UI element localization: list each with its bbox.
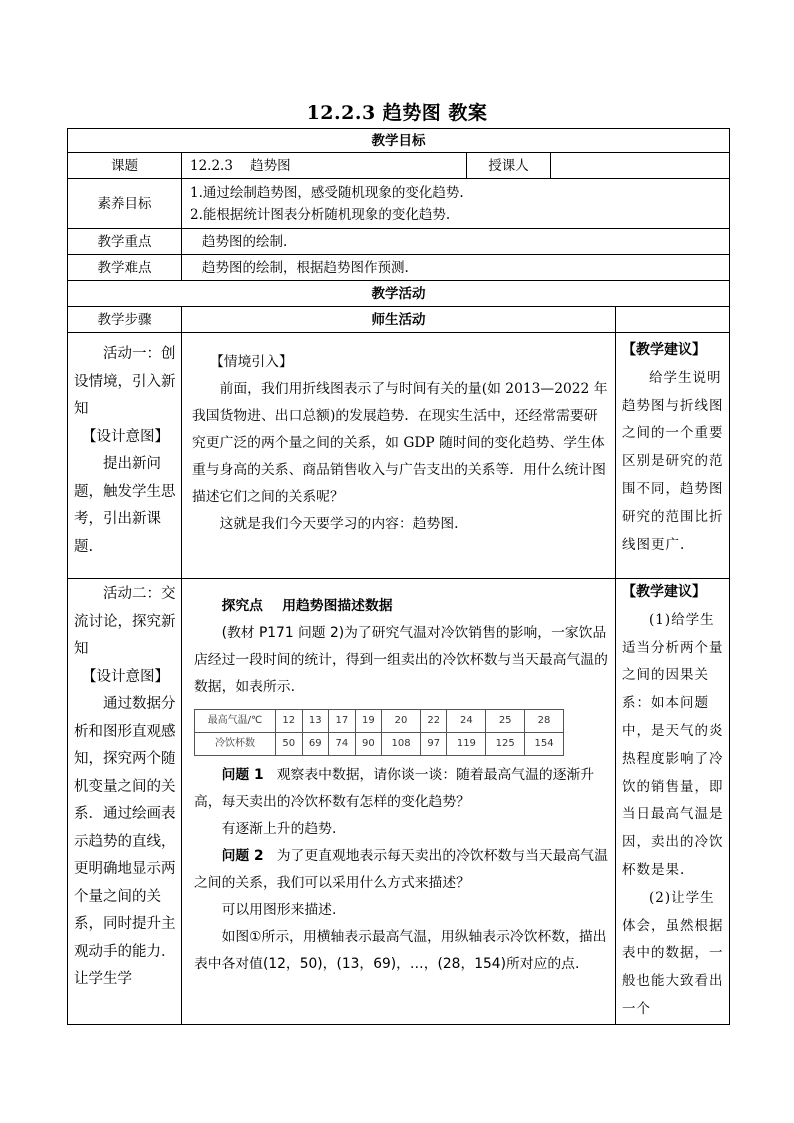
- question2-label: 问题 2: [221, 848, 264, 864]
- table-cell: 125: [486, 733, 525, 756]
- table-cell: 19: [355, 710, 382, 733]
- table-cell: 24: [447, 710, 486, 733]
- key-label: 教学重点: [68, 229, 182, 255]
- table-row: [195, 710, 564, 733]
- activity2-suggestion: [616, 579, 730, 1025]
- table-cell: 154: [525, 733, 564, 756]
- activity1-suggestion: [616, 333, 730, 579]
- activity2-design-text: 通过数据分析和图形直观感知，探究两个随机变量之间的关系．通过绘画表示趋势的直线，更明确地显示两个量之间的关系，同时提升主观动手的能力．让学生学: [74, 696, 176, 987]
- activity1-steps: [68, 333, 182, 579]
- activity2-suggestion-2: (2)让学生体会，虽然根据表中的数据，一般也能大致看出一个: [622, 889, 724, 1017]
- activity1-paragraph1: 前面，我们用折线图表示了与时间有关的量(如 2013—2022 年我国货物进、出口总额)的发展趋势．在现实生活中，还经常需要研究更广泛的两个量之间的关系，如 GDP 随时间的变化趋势、学生体重与身高的关系、商品销售收入与广告支出的关系等．用什么统计图描述它们之间的关系呢？: [192, 381, 608, 505]
- table-cell: 108: [382, 733, 421, 756]
- difficulty-value: 趋势图的绘制，根据趋势图作预测.: [182, 255, 730, 281]
- table-cell: 119: [447, 733, 486, 756]
- activity2-suggestion-1: (1)给学生适当分析两个量之间的因果关系：如本问题中，是天气的炎热程度影响了冷饮的销售量，即当日最高气温是因，卖出的冷饮杯数是果.: [622, 611, 724, 878]
- activity1-heading: 【情境引入】: [210, 354, 293, 370]
- activity1-suggestion-text: 给学生说明趋势图与折线图之间的一个重要区别是研究的范围不同，趋势图研究的范围比折线图更广.: [622, 369, 724, 553]
- activity1-content: [182, 333, 616, 579]
- explore-point: 探究点 用趋势图描述数据: [221, 598, 393, 614]
- activity2-steps: [68, 579, 182, 1025]
- table-cell: 25: [486, 710, 525, 733]
- answer2: 可以用图形来描述.: [221, 902, 337, 918]
- activity2-design-label: 【设计意图】: [82, 668, 169, 685]
- table-cell: 90: [355, 733, 382, 756]
- steps-header: 教学步骤: [68, 307, 182, 333]
- activity1-design-text: 提出新问题，触发学生思考，引出新课题.: [74, 456, 176, 555]
- literacy-goal-1: 1.通过绘制趋势图，感受随机现象的变化趋势.: [190, 184, 464, 201]
- key-value: 趋势图的绘制.: [182, 229, 730, 255]
- row2-label: 冷饮杯数: [195, 733, 276, 756]
- table-cell: 69: [302, 733, 329, 756]
- lesson-plan-table: [67, 128, 730, 1025]
- activity1-paragraph2: 这就是我们今天要学习的内容：趋势图.: [219, 516, 459, 532]
- answer1: 有逐渐上升的趋势.: [221, 821, 337, 837]
- activity2-name: 活动二：交流讨论，探究新知: [74, 586, 176, 657]
- table-cell: 50: [276, 733, 303, 756]
- activity1-design-label: 【设计意图】: [82, 428, 169, 445]
- table-row: [195, 733, 564, 756]
- question2: [194, 843, 609, 897]
- table-cell: 22: [420, 710, 447, 733]
- row1-label: 最高气温/℃: [195, 710, 276, 733]
- activity1-suggestion-title: 【教学建议】: [622, 342, 706, 358]
- question1: [194, 762, 609, 816]
- temperature-sales-table: [194, 709, 564, 756]
- section-objectives: 教学目标: [68, 129, 730, 153]
- table-cell: 17: [329, 710, 356, 733]
- table-cell: 97: [420, 733, 447, 756]
- question2-text: 为了更直观地表示每天卖出的冷饮杯数与当天最高气温之间的关系，我们可以采用什么方式来描述？: [194, 848, 608, 891]
- activity2-suggestion-title: 【教学建议】: [622, 584, 706, 600]
- activity2-content: [182, 579, 616, 1025]
- topic-label: 课题: [68, 153, 182, 179]
- section-activities: 教学活动: [68, 281, 730, 307]
- table-cell: 20: [382, 710, 421, 733]
- activity2-intro: (教材 P171 问题 2)为了研究气温对冷饮销售的影响，一家饮品店经过一段时间的统计，得到一组卖出的冷饮杯数与当天最高气温的数据，如表所示.: [194, 625, 608, 695]
- table-cell: 28: [525, 710, 564, 733]
- literacy-goal-2: 2.能根据统计图表分析随机现象的变化趋势.: [190, 206, 451, 223]
- question1-label: 问题 1: [221, 767, 264, 783]
- literacy-goals: [182, 179, 730, 229]
- activity-header: 师生活动: [182, 307, 616, 333]
- teacher-label: 授课人: [467, 153, 551, 179]
- literacy-label: 素养目标: [68, 179, 182, 229]
- activity1-name: 活动一：创设情境，引入新知: [74, 346, 176, 417]
- activity2-paragraph3: 如图①所示，用横轴表示最高气温，用纵轴表示冷饮杯数，描出表中各对值(12，50)，(13，69)，…，(28，154)所对应的点.: [194, 929, 607, 972]
- topic-value: 12.2.3 趋势图: [182, 153, 467, 179]
- question1-text: 观察表中数据，请你谈一谈：随着最高气温的逐渐升高，每天卖出的冷饮杯数有怎样的变化趋势？: [194, 767, 595, 810]
- table-cell: 74: [329, 733, 356, 756]
- table-cell: 12: [276, 710, 303, 733]
- teacher-value: [551, 153, 730, 179]
- document-title: 12.2.3 趋势图 教案: [306, 102, 488, 124]
- table-cell: 13: [302, 710, 329, 733]
- header-blank: [616, 307, 730, 333]
- difficulty-label: 教学难点: [68, 255, 182, 281]
